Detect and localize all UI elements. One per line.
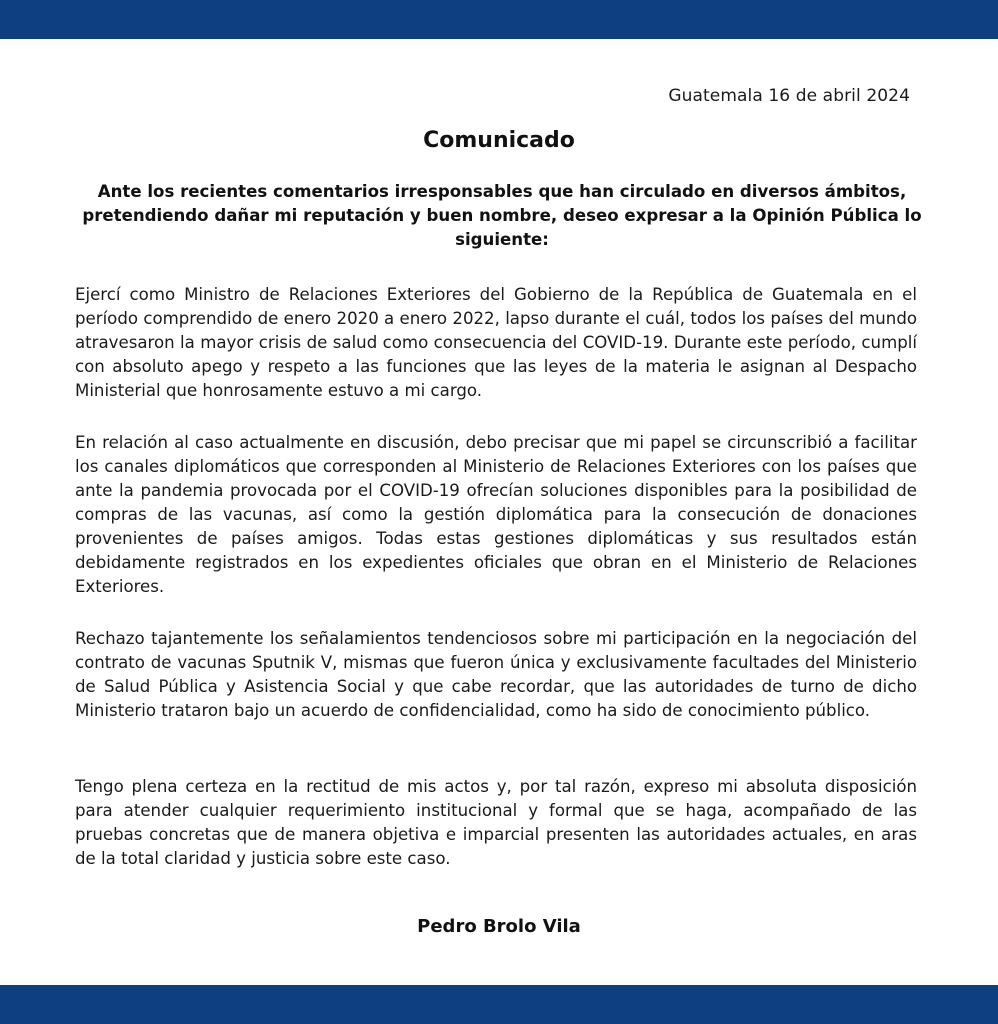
signature-name: Pedro Brolo Vila (417, 916, 581, 937)
document-date: Guatemala 16 de abril 2024 (668, 86, 910, 106)
intro-statement: Ante los recientes comentarios irresponsables que han circulado en diversos ámbitos, pretendiendo dañar mi reputación y buen nombre, deseo expresar a la Opinión Pública lo siguiente: (82, 182, 922, 249)
bottom-band (0, 985, 998, 1024)
top-band (0, 0, 998, 39)
paragraph-3: Rechazo tajantemente los señalamientos tendenciosos sobre mi participación en la negociación del contrato de vacunas Sputnik V, mismas que fueron única y exclusivamente facultades del Ministerio de Salud Pública y Asistencia Social y que cabe recordar, que las autoridades de turno de dicho Ministerio trataron bajo un acuerdo de confidencialidad, como ha sido de conocimiento público. (75, 629, 917, 720)
document-title: Comunicado (423, 128, 575, 153)
paragraph-1: Ejercí como Ministro de Relaciones Exteriores del Gobierno de la República de Guatemala en el período comprendido de enero 2020 a enero 2022, lapso durante el cuál, todos los países del mundo atravesaron la mayor crisis de salud como consecuencia del COVID-19. Durante este período, cumplí con absoluto apego y respeto a las funciones que las leyes de la materia le asignan al Despacho Ministerial que honrosamente estuvo a mi cargo. (75, 285, 917, 400)
paragraph-4: Tengo plena certeza en la rectitud de mis actos y, por tal razón, expreso mi absoluta disposición para atender cualquier requerimiento institucional y formal que se haga, acompañado de las pruebas concretas que de manera objetiva e imparcial presenten las autoridades actuales, en aras de la total claridad y justicia sobre este caso. (75, 777, 917, 868)
paragraph-2: En relación al caso actualmente en discusión, debo precisar que mi papel se circunscribió a facilitar los canales diplomáticos que corresponden al Ministerio de Relaciones Exteriores con los países que ante la pandemia provocada por el COVID-19 ofrecían soluciones disponibles para la posibilidad de compras de las vacunas, así como la gestión diplomática para la consecución de donaciones provenientes de países amigos. Todas estas gestiones diplomáticas y sus resultados están debidamente registrados en los expedientes oficiales que obran en el Ministerio de Relaciones Exteriores. (75, 433, 917, 596)
